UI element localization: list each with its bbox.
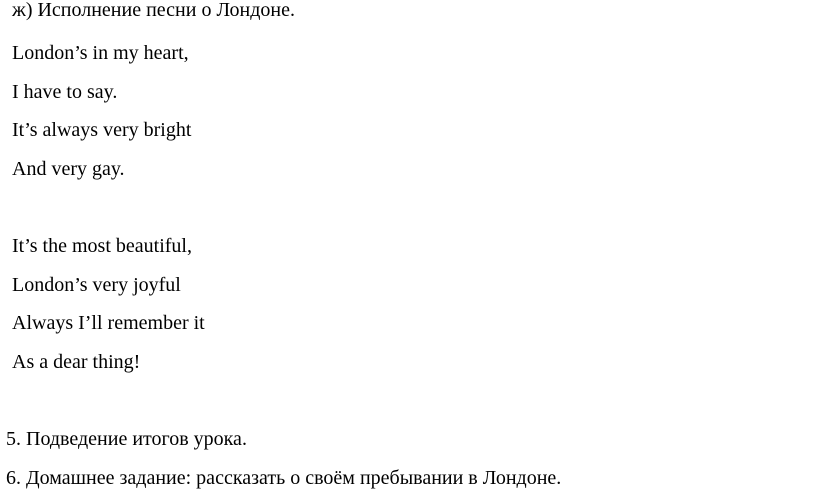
song-line: And very gay. xyxy=(12,158,125,180)
song-line: It’s the most beautiful, xyxy=(12,235,192,257)
song-line: It’s always very bright xyxy=(12,119,192,141)
section-heading: ж) Исполнение песни о Лондоне. xyxy=(12,0,295,21)
list-item-homework: 6. Домашнее задание: рассказать о своём пребывании в Лондоне. xyxy=(6,467,562,489)
list-item-summary: 5. Подведение итогов урока. xyxy=(6,428,247,450)
song-line: London’s very joyful xyxy=(12,274,181,296)
song-line: I have to say. xyxy=(12,81,118,103)
song-line: As a dear thing! xyxy=(12,351,141,373)
song-line: Always I’ll remember it xyxy=(12,312,205,334)
song-line: London’s in my heart, xyxy=(12,42,189,64)
